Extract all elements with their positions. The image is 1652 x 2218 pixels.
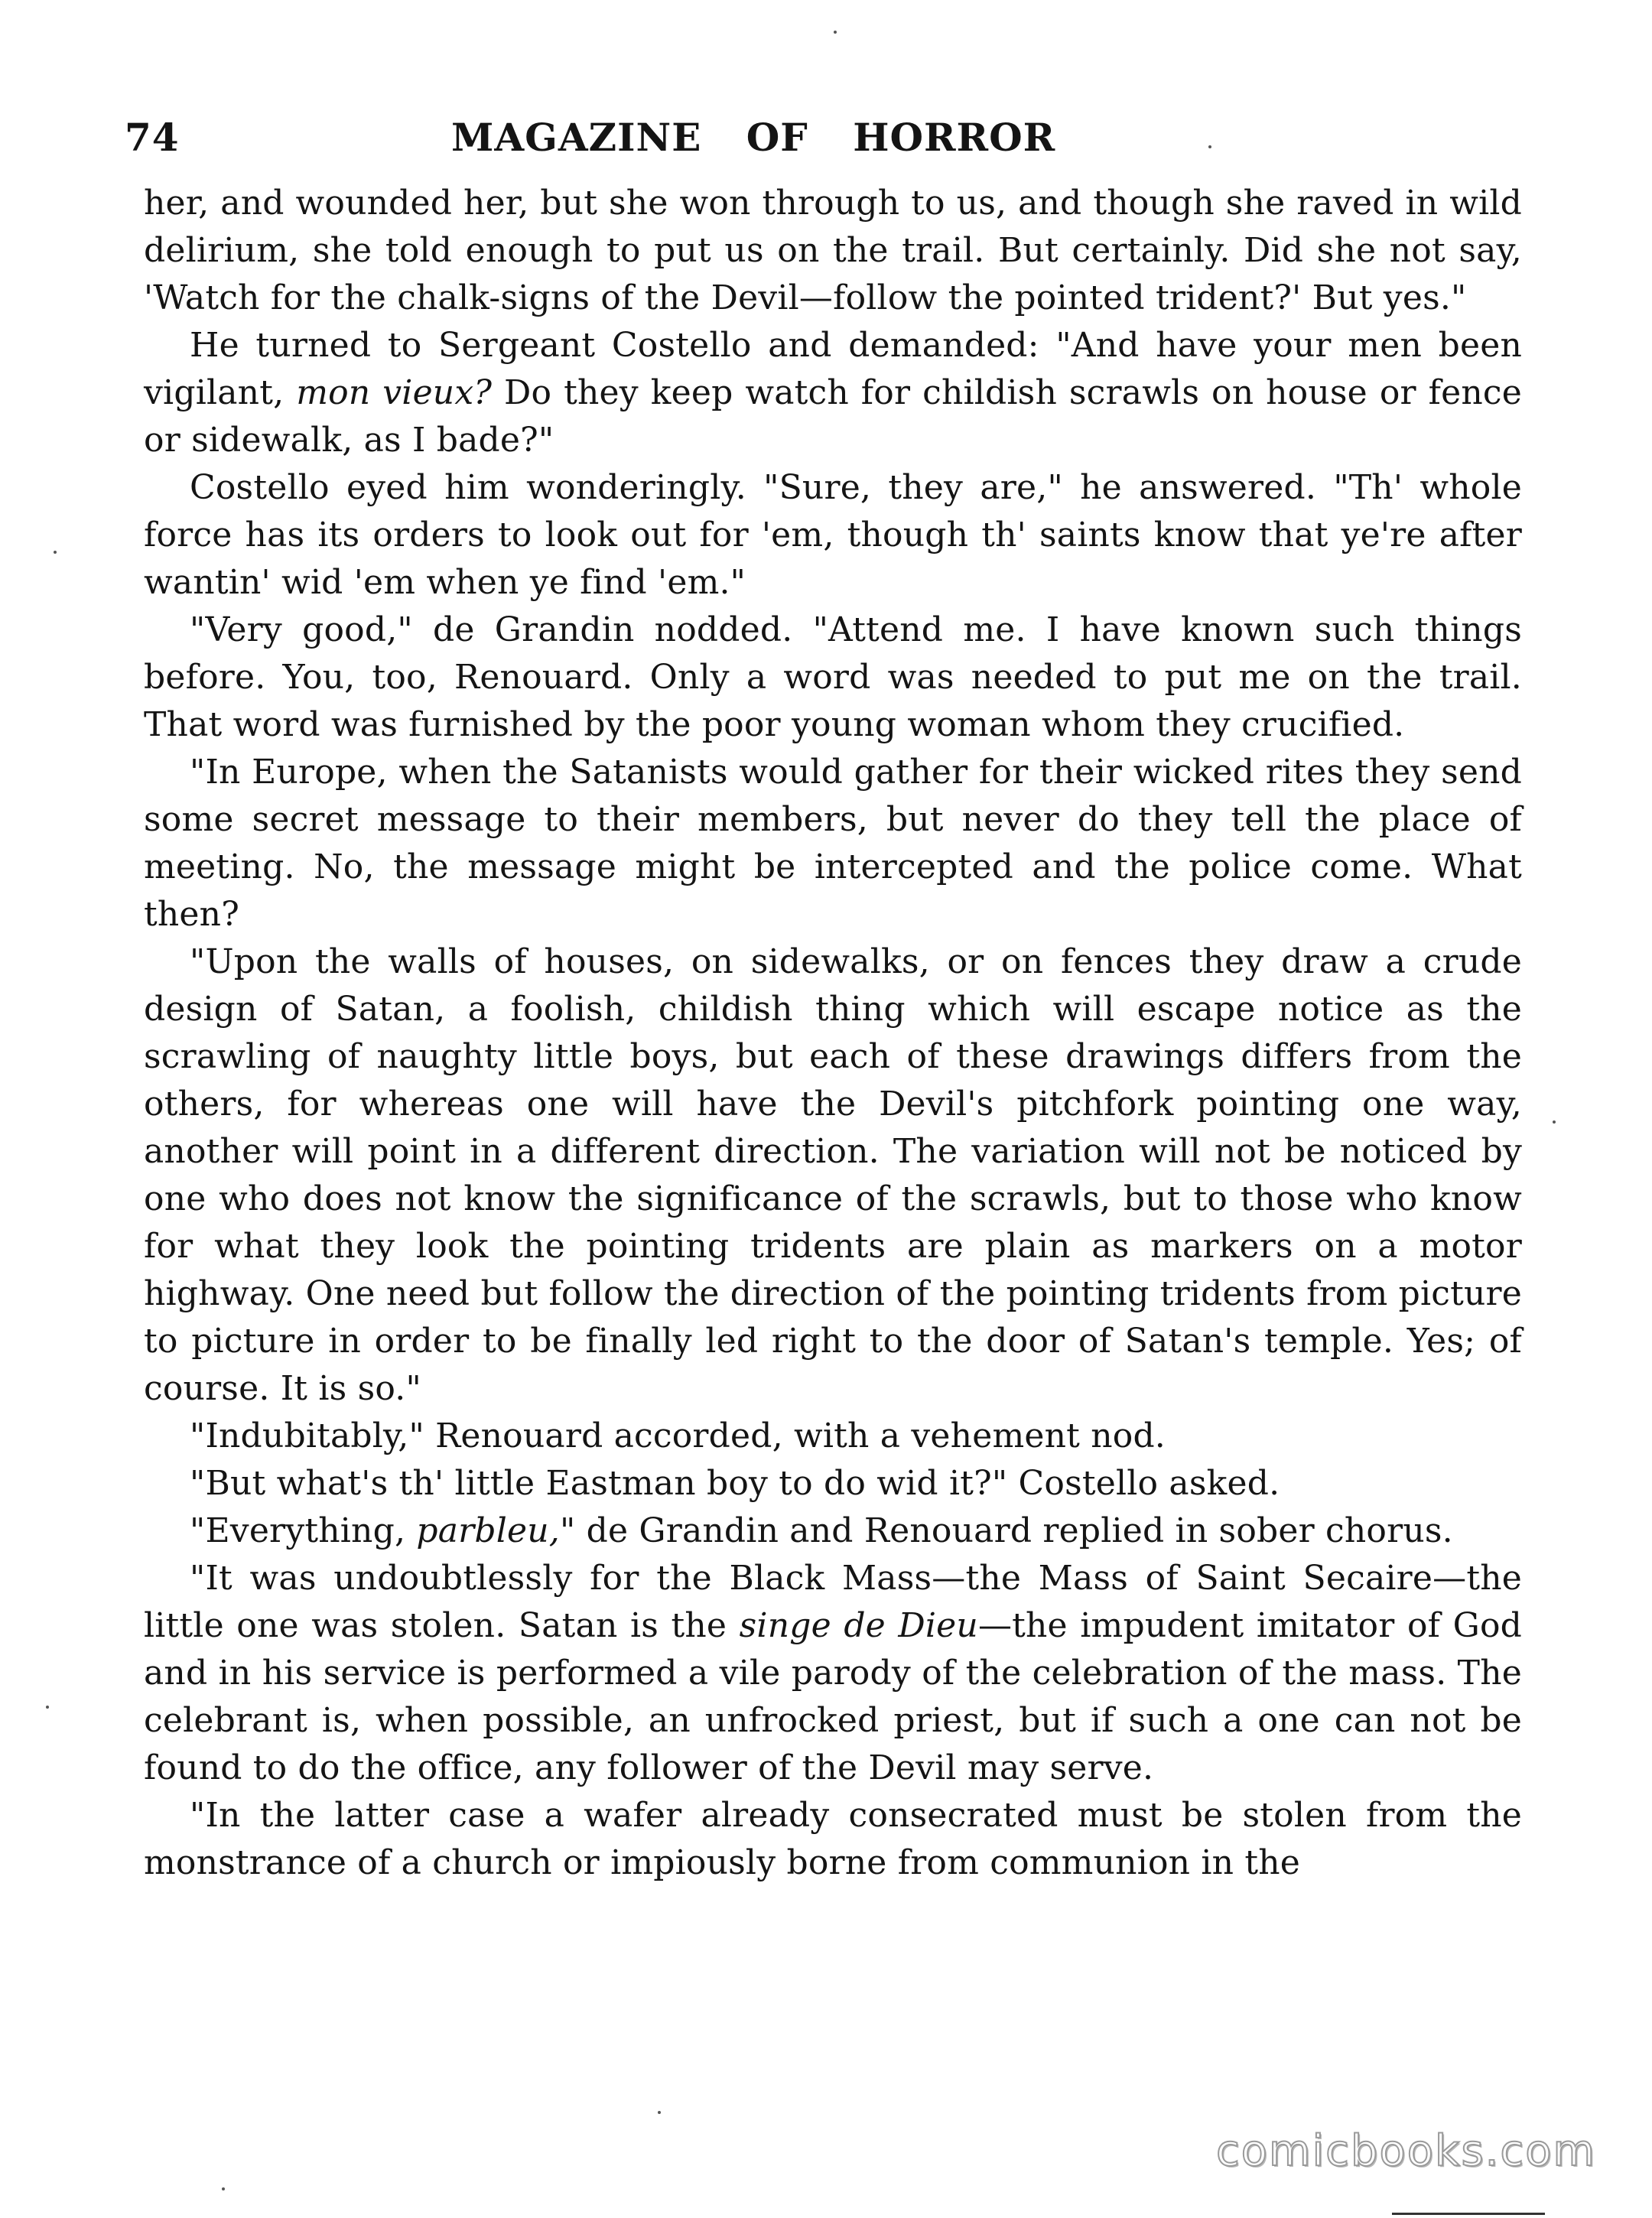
text-segment: "Indubitably," Renouard accorded, with a vehement nod. bbox=[190, 1416, 1166, 1455]
page-header bbox=[119, 115, 1533, 168]
paragraph bbox=[144, 180, 1522, 322]
text-segment: "In Europe, when the Satanists would gather for their wicked rites they send some secret message to their members, but never do they tell the place of meeting. No, the message might be intercepted and the police come. What then? bbox=[144, 753, 1522, 934]
body-text bbox=[144, 180, 1522, 1887]
text-segment: Costello eyed him wonderingly. "Sure, they are," he answered. "Th' whole force has its orders to look out for 'em, though th' saints know that ye're after wantin' wid 'em when ye find 'em." bbox=[144, 468, 1522, 602]
text-segment: Do they keep watch for childish scrawls on house or fence or sidewalk, as I bade?" bbox=[144, 373, 1522, 460]
print-speck bbox=[1553, 1120, 1556, 1124]
text-segment: He turned to Sergeant Costello and demanded: "And have your men been vigilant, bbox=[144, 326, 1522, 412]
paragraph bbox=[144, 1413, 1522, 1460]
print-speck bbox=[54, 551, 57, 554]
text-segment: —the impudent imitator of God and in his service is performed a vile parody of the celebration of the mass. The celebrant is, when possible, an unfrocked priest, but if such a one can not be found to do the office, any follower of the Devil may serve. bbox=[144, 1606, 1522, 1787]
paragraph bbox=[144, 749, 1522, 938]
paragraph bbox=[144, 1507, 1522, 1555]
watermark-logo: comicbooks.com bbox=[1216, 2126, 1597, 2176]
text-segment: "Upon the walls of houses, on sidewalks, or on fences they draw a crude design of Satan, a foolish, childish thing which will escape notice as the scrawling of naughty little boys, but each of these drawings differs from the others, for whereas one will have the Devil's pitchfork pointing one way, another will point in a different direction. The variation will not be noticed by one who does not know the significance of the scrawls, but to those who know for what they look the pointing tridents are plain as markers on a motor highway. One need but follow the direction of the pointing tridents from picture to picture in order to be finally led right to the door of Satan's temple. Yes; of course. It is so." bbox=[144, 942, 1522, 1408]
paragraph bbox=[144, 607, 1522, 749]
text-segment: de Grandin and Renouard replied in sober chorus. bbox=[575, 1511, 1453, 1550]
running-title: MAGAZINE OF HORROR bbox=[451, 115, 1056, 160]
italic-text: parbleu," bbox=[416, 1511, 576, 1550]
paragraph bbox=[144, 464, 1522, 607]
text-segment: "Everything, bbox=[190, 1511, 417, 1550]
paragraph bbox=[144, 322, 1522, 464]
text-segment: "Very good," de Grandin nodded. "Attend me. I have known such things before. You, too, Renouard. Only a word was needed to put me on the trail. That word was furnished by the poor young woman whom they crucified. bbox=[144, 610, 1522, 744]
text-segment: "It was undoubtlessly for the Black Mass—the Mass of Saint Secaire—the little one was stolen. Satan is the bbox=[144, 1559, 1522, 1645]
footer-rule bbox=[1392, 2213, 1545, 2215]
print-speck bbox=[834, 31, 837, 34]
paragraph bbox=[144, 1460, 1522, 1507]
print-speck bbox=[658, 2111, 661, 2114]
paragraph bbox=[144, 1792, 1522, 1887]
print-speck bbox=[1208, 145, 1211, 148]
print-speck bbox=[222, 2187, 225, 2190]
paragraph bbox=[144, 938, 1522, 1413]
text-segment: her, and wounded her, but she won through to us, and though she raved in wild delirium, she told enough to put us on the trail. But certainly. Did she not say, 'Watch for the chalk-signs of the Devil—follow the pointed trident?' But yes." bbox=[144, 184, 1522, 317]
print-speck bbox=[46, 1706, 49, 1709]
italic-text: singe de Dieu bbox=[739, 1606, 978, 1645]
text-segment: "But what's th' little Eastman boy to do wid it?" Costello asked. bbox=[190, 1464, 1280, 1503]
paragraph bbox=[144, 1555, 1522, 1792]
text-segment: "In the latter case a wafer already consecrated must be stolen from the monstrance of a church or impiously borne from communion in the bbox=[144, 1796, 1522, 1882]
page-number: 74 bbox=[125, 115, 180, 160]
italic-text: mon vieux? bbox=[296, 373, 493, 412]
